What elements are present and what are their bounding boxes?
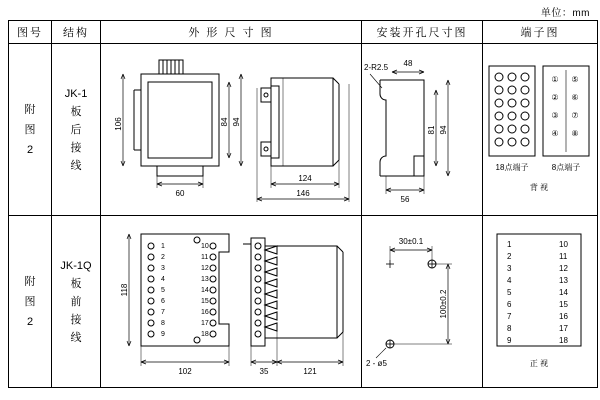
term-4: ④ (551, 129, 559, 138)
label-8point: 8点端子 (551, 163, 581, 172)
t11: 11 (201, 254, 209, 261)
table-row (9, 44, 598, 216)
term-8: ⑧ (571, 129, 579, 138)
row2-outline-drawing (101, 216, 362, 388)
row1-figure-no (9, 44, 52, 216)
r2-t7: 7 (507, 312, 512, 321)
row2-hole-drawing (362, 216, 483, 388)
header-no: 图号 (9, 21, 52, 44)
term-5: ⑤ (571, 75, 579, 84)
row1-no-line1: 附 (24, 103, 36, 116)
row1-no-line2: 图 (24, 123, 36, 136)
term-1: ① (551, 75, 559, 84)
r2-t15: 15 (559, 300, 568, 309)
t14: 14 (201, 287, 209, 294)
r2-t4: 4 (507, 276, 512, 285)
term-6: ⑥ (571, 93, 579, 102)
t1: 1 (161, 243, 165, 250)
dim-100: 100±0.2 (439, 289, 448, 319)
dim-60: 60 (175, 189, 185, 198)
t10: 10 (201, 243, 209, 250)
header-hole: 安装开孔尺寸图 (362, 21, 483, 44)
dim-118: 118 (120, 283, 129, 297)
dim-48: 48 (403, 59, 413, 68)
row2-no-line2: 图 (24, 295, 36, 308)
r2-t1: 1 (507, 240, 512, 249)
r2-t18: 18 (559, 336, 568, 345)
t15: 15 (201, 298, 209, 305)
dim-r25: 2-R2.5 (364, 63, 389, 72)
row2-terminal-drawing (483, 216, 598, 388)
dim-102: 102 (178, 367, 192, 376)
t17: 17 (201, 320, 209, 327)
r2-t5: 5 (507, 288, 512, 297)
row2-figure-no (9, 216, 52, 388)
dim-81: 81 (427, 125, 436, 135)
t13: 13 (201, 276, 209, 283)
term-2: ② (551, 93, 559, 102)
t12: 12 (201, 265, 209, 272)
row1-struct-line2: 板 (70, 105, 82, 118)
label-back-view: 背 视 (529, 183, 549, 192)
r2-t6: 6 (507, 300, 512, 309)
r2-t16: 16 (559, 312, 568, 321)
label-front-view: 正 视 (529, 359, 549, 368)
row2-struct-line2: 板 (70, 277, 82, 290)
r2-t10: 10 (559, 240, 568, 249)
row2-no-line1: 附 (24, 275, 36, 288)
row2-struct-line5: 线 (70, 331, 82, 344)
r2-t11: 11 (559, 252, 568, 261)
dim-hole5: 2 - ø5 (366, 359, 387, 368)
row1-outline-drawing (101, 44, 362, 216)
row1-hole-drawing (362, 44, 483, 216)
row1-struct-line5: 线 (70, 159, 82, 172)
t18: 18 (201, 331, 209, 338)
r2-t13: 13 (559, 276, 568, 285)
r2-t14: 14 (559, 288, 568, 297)
row2-structure (52, 216, 101, 388)
dim-56: 56 (400, 195, 410, 204)
dim-84: 84 (220, 117, 229, 127)
r2-t17: 17 (559, 324, 568, 333)
dim-94-hole: 94 (439, 125, 448, 135)
r2-t8: 8 (507, 324, 512, 333)
dim-35: 35 (259, 367, 269, 376)
row1-structure (52, 44, 101, 216)
t6: 6 (161, 298, 165, 305)
row1-struct-line1: JK-1 (64, 87, 88, 100)
row1-terminal-drawing (483, 44, 598, 216)
term-3: ③ (551, 111, 559, 120)
row1-struct-line3: 后 (70, 123, 82, 136)
row1-no-line3: 2 (26, 143, 34, 156)
r2-t3: 3 (507, 264, 512, 273)
table-header-row (9, 21, 598, 44)
table-row (9, 216, 598, 388)
header-terminal: 端子图 (483, 21, 598, 44)
t4: 4 (161, 276, 165, 283)
header-outline: 外 形 尺 寸 图 (101, 21, 362, 44)
dim-124: 124 (298, 174, 312, 183)
t16: 16 (201, 309, 209, 316)
t7: 7 (161, 309, 165, 316)
t2: 2 (161, 254, 165, 261)
row2-struct-line1: JK-1Q (60, 259, 92, 272)
row2-no-line3: 2 (26, 315, 34, 328)
r2-t9: 9 (507, 336, 512, 345)
label-18point: 18点端子 (495, 163, 529, 172)
dim-146: 146 (296, 189, 310, 198)
dim-121: 121 (303, 367, 317, 376)
t5: 5 (161, 287, 165, 294)
t3: 3 (161, 265, 165, 272)
row2-struct-line4: 接 (70, 313, 82, 326)
row2-struct-line3: 前 (70, 295, 82, 308)
row1-struct-line4: 接 (70, 141, 82, 154)
dim-30: 30±0.1 (398, 237, 424, 246)
dimension-table (8, 20, 598, 388)
dim-94: 94 (232, 117, 241, 127)
unit-note: 单位：mm (540, 8, 590, 19)
r2-t2: 2 (507, 252, 512, 261)
r2-t12: 12 (559, 264, 568, 273)
t8: 8 (161, 320, 165, 327)
header-structure: 结构 (52, 21, 101, 44)
t9: 9 (161, 331, 165, 338)
dim-106: 106 (114, 117, 123, 131)
term-7: ⑦ (571, 111, 579, 120)
